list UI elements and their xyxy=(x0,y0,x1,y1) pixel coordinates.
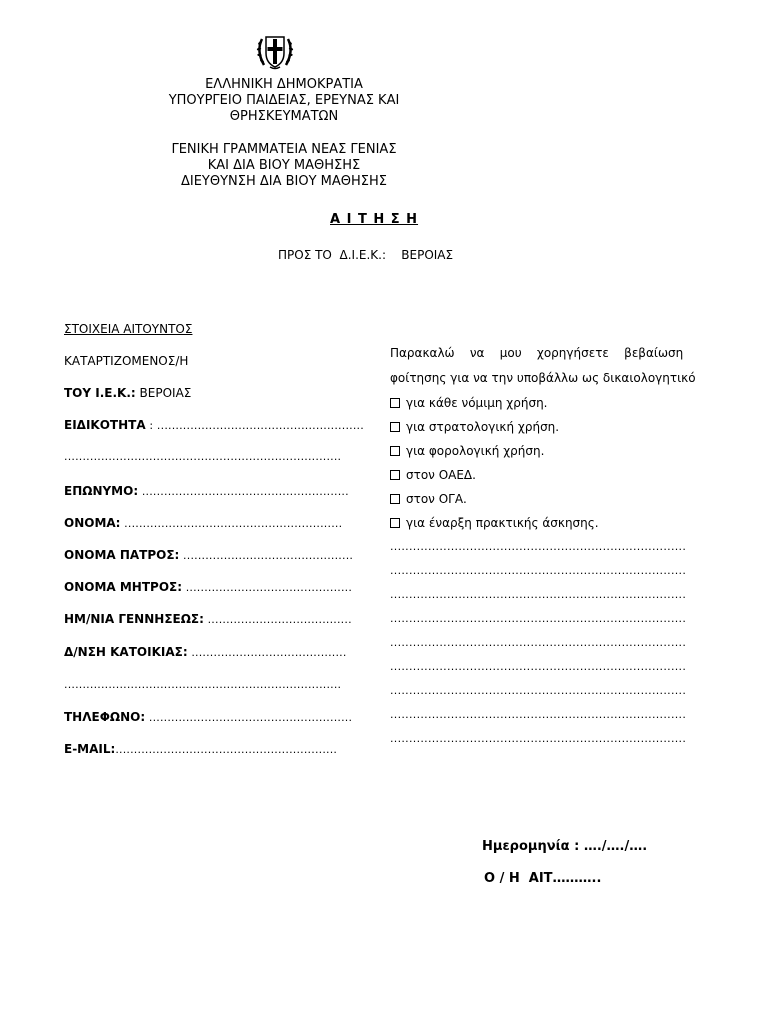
specialty-field[interactable]: : ........................................................ xyxy=(145,419,364,432)
option-military-use[interactable] xyxy=(390,420,559,434)
checkbox[interactable] xyxy=(390,398,400,408)
address-field[interactable]: .......................................... xyxy=(187,646,347,659)
option-label: για φορολογική χρήση. xyxy=(406,444,545,458)
checkbox[interactable] xyxy=(390,518,400,528)
option-tax-use[interactable] xyxy=(390,444,544,458)
request-blank-line[interactable]: .............................................................................. xyxy=(390,708,687,721)
request-blank-line[interactable]: .............................................................................. xyxy=(390,732,687,745)
email-label: E-MAIL: xyxy=(64,742,116,756)
specialty-field-continued[interactable]: ........................................................................... xyxy=(64,450,342,463)
option-label: για έναρξη πρακτικής άσκησης. xyxy=(406,516,599,530)
father-name-label: ΟΝΟΜΑ ΠΑΤΡΟΣ: xyxy=(64,548,180,562)
mother-name-field[interactable]: ............................................. xyxy=(182,581,353,594)
greek-emblem-logo xyxy=(254,31,296,71)
applicant-section-title: ΣΤΟΙΧΕΙΑ ΑΙΤΟΥΝΤΟΣ xyxy=(64,322,193,336)
request-text-line2: φοίτησης για να την υποβάλλω ως δικαιολογητικό xyxy=(390,371,696,385)
father-name-field[interactable]: .............................................. xyxy=(179,549,354,562)
header-line-directorate: ΔΙΕΥΘΥΝΣΗ ΔΙΑ ΒΙΟΥ ΜΑΘΗΣΗΣ xyxy=(180,174,388,189)
address-row xyxy=(64,645,347,659)
birth-date-row xyxy=(64,612,352,626)
iek-row xyxy=(64,386,191,400)
email-field[interactable]: ............................................................ xyxy=(115,743,338,756)
name-label: ΟΝΟΜΑ: xyxy=(64,516,121,530)
option-oga[interactable] xyxy=(390,492,467,506)
header-line-religion: ΘΡΗΣΚΕΥΜΑΤΩΝ xyxy=(229,109,339,124)
address-field-continued[interactable]: ........................................................................... xyxy=(64,678,342,691)
option-label: στον ΟΓΑ. xyxy=(406,492,467,506)
request-blank-line[interactable]: .............................................................................. xyxy=(390,684,687,697)
mother-name-label: ΟΝΟΜΑ ΜΗΤΡΟΣ: xyxy=(64,580,183,594)
phone-field[interactable]: ....................................................... xyxy=(145,711,353,724)
request-blank-line[interactable]: .............................................................................. xyxy=(390,564,687,577)
document-title: Α Ι Τ Η Σ Η xyxy=(330,212,419,227)
option-label: για στρατολογική χρήση. xyxy=(406,420,560,434)
header-line-secretariat: ΓΕΝΙΚΗ ΓΡΑΜΜΑΤΕΙΑ ΝΕΑΣ ΓΕΝΙΑΣ xyxy=(171,142,397,157)
surname-field[interactable]: ........................................................ xyxy=(138,485,349,498)
specialty-label: ΕΙΔΙΚΟΤΗΤΑ xyxy=(64,418,146,432)
option-lawful-use[interactable] xyxy=(390,396,548,410)
header-line-republic: ΕΛΛΗΝΙΚΗ ΔΗΜΟΚΡΑΤΙΑ xyxy=(205,77,363,92)
surname-label: ΕΠΩΝΥΜΟ: xyxy=(64,484,139,498)
iek-value: ΒΕΡΟΙΑΣ xyxy=(139,386,192,400)
trainee-label: ΚΑΤΑΡΤΙΖΟΜΕΝΟΣ/Η xyxy=(64,354,189,368)
checkbox[interactable] xyxy=(390,446,400,456)
option-internship[interactable] xyxy=(390,516,599,530)
address-label: Δ/ΝΣΗ ΚΑΤΟΙΚΙΑΣ: xyxy=(64,645,188,659)
date-field[interactable]: Ημερομηνία : …./…./…. xyxy=(482,839,648,854)
specialty-row xyxy=(64,418,364,432)
checkbox[interactable] xyxy=(390,494,400,504)
birth-date-label: ΗΜ/ΝΙΑ ΓΕΝΝΗΣΕΩΣ: xyxy=(64,612,204,626)
father-name-row xyxy=(64,548,353,562)
checkbox[interactable] xyxy=(390,422,400,432)
request-blank-line[interactable]: .............................................................................. xyxy=(390,612,687,625)
mother-name-row xyxy=(64,580,352,594)
phone-label: ΤΗΛΕΦΩΝΟ: xyxy=(64,710,146,724)
birth-date-field[interactable]: ....................................... xyxy=(203,613,352,626)
request-blank-line[interactable]: .............................................................................. xyxy=(390,660,687,673)
name-row xyxy=(64,516,342,530)
option-label: για κάθε νόμιμη χρήση. xyxy=(406,396,548,410)
recipient-line: ΠΡΟΣ ΤΟ Δ.Ι.Ε.Κ.: ΒΕΡΟΙΑΣ xyxy=(278,248,454,262)
email-row xyxy=(64,742,337,756)
surname-row xyxy=(64,484,349,498)
option-oaed[interactable] xyxy=(390,468,476,482)
phone-row xyxy=(64,710,352,724)
option-label: στον ΟΑΕΔ. xyxy=(406,468,476,482)
checkbox[interactable] xyxy=(390,470,400,480)
header-line-lifelong: ΚΑΙ ΔΙΑ ΒΙΟΥ ΜΑΘΗΣΗΣ xyxy=(207,158,361,173)
request-blank-line[interactable]: .............................................................................. xyxy=(390,540,687,553)
header-line-ministry: ΥΠΟΥΡΓΕΙΟ ΠΑΙΔΕΙΑΣ, ΕΡΕΥΝΑΣ ΚΑΙ xyxy=(168,93,400,108)
iek-label: ΤΟΥ Ι.Ε.Κ.: xyxy=(64,386,136,400)
name-field[interactable]: ........................................................... xyxy=(120,517,343,530)
request-text-line1: Παρακαλώ να μου χορηγήσετε βεβαίωση xyxy=(390,346,684,360)
request-blank-line[interactable]: .............................................................................. xyxy=(390,588,687,601)
request-blank-line[interactable]: .............................................................................. xyxy=(390,636,687,649)
applicant-signature-field[interactable]: Ο / Η ΑΙΤ……….. xyxy=(484,871,602,886)
